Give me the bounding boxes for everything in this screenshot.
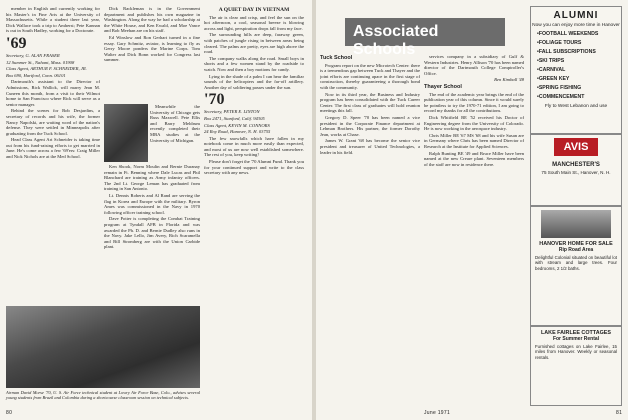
left-column-2-top bbox=[104, 6, 200, 102]
section-heading-tuck: Tuck School bbox=[320, 55, 353, 61]
list-item: • SPRING FISHING bbox=[537, 84, 621, 93]
class-heading-69: '69 bbox=[6, 34, 27, 52]
list-item: • COMMENCEMENT bbox=[537, 93, 621, 102]
col3-paragraph: The surrounding hills are deep, faraway green, with patches of jungle rising in between areas being cleared. The palms are pretty, eyes are high above the road. bbox=[204, 32, 304, 55]
left-column-2-side bbox=[150, 104, 200, 162]
col3-paragraph: The air is clear and crisp, and feel the sun on the hot afternoon, a cool, seasonal breeze is blowing across and light, perspiration drops fall from my face. bbox=[204, 14, 304, 31]
col2-paragraph: Ed Winslow and Ron Gerhart turned in a fine essay. Gary Schmitz, aviator, is learning to fly as Gerry Moore ponders the Marine Corps. Tom Walter and Dick Bonn worked for Congress last summer. bbox=[104, 34, 200, 63]
photo-caption: Airman David Morse '70, U. S. Air Force technical student at Lowry Air Force Base, Colo., advises several young students from Brazil and Colombia during a shortcourse classroom session on technical subjects. bbox=[6, 390, 200, 401]
house-ad-text: Delightful Colonial situated on beautiful lot with stream and large trees. Four bedrooms, 2 1/2 baths. bbox=[535, 255, 617, 271]
class-secretary-address: Box 2471, Stanford, Calif. 94305 bbox=[204, 115, 265, 121]
house-ad-title: HANOVER HOME FOR SALE bbox=[539, 241, 613, 247]
col3-paragraph: Please don't forget the '70 Alumni Fund. Thank you for your continued support and write to the class secretary with any news. bbox=[204, 159, 304, 176]
list-item: • FOLIAGE TOURS bbox=[537, 39, 621, 48]
section-heading-thayer: Thayer School bbox=[424, 83, 462, 90]
col2-paragraph: Meanwhile the University of Chicago gets Russ Maxwell. Pete Ellis and Barry Meldrum recently completed their MBA studies at the University of Michigan. bbox=[150, 104, 200, 143]
list-item: • CARNIVAL bbox=[537, 66, 621, 75]
alumni-ad-list bbox=[537, 30, 621, 102]
col2-paragraph: Lt. Dennis Roberts and Al Rand are serving the flag in Korea and Europe with the military. Byron Ames was commissioned in the Navy in 1970 following officer training school. bbox=[104, 192, 200, 215]
col3-paragraph: The company walks along the road. Small boys in shorts and a few women stand by the roadside to watch. Now and then a boy motions for candy. bbox=[204, 55, 304, 72]
portrait-photo bbox=[104, 104, 148, 162]
col3-paragraph: The few snowfalls which have fallen in my notebook come in much more easily than expected, and most of us are now well established somewhere. The rest of you, keep writing! bbox=[204, 135, 304, 158]
col2-paragraph: Dave Potter is completing the Combat Training program at Tyndall AFB in Florida and was awarded the Ph. D. and Bernie Dudley also runs in the Navy. Jake Lello, Jim Avery, Rich Scaramella and Bill Stromberg are with the Union Carbide plant. bbox=[104, 216, 200, 250]
class-agent: Class Agent, KEVIN M. CONNORS bbox=[204, 122, 270, 128]
alumni-ad-subtitle: Now you can enjoy more time in Hanover bbox=[532, 23, 620, 28]
col2-paragraph: Ken Shook, Norm Moulin and Bernie Duranay remain in Ft. Benning where Dale Lucas and Phil Blanchard are training as Army infantry officers. The 2nd Lt. George Leman has graduated from training in San Antonio. bbox=[104, 164, 200, 192]
article-title: A QUIET DAY IN VIETNAM bbox=[218, 7, 290, 13]
thayer-paragraph: The end of the academic year brings the end of the publication year of this column. Since it would surely be pointless to try the 1970-71 edition, I am going to record my thanks for all the contributions. bbox=[424, 91, 524, 114]
page-number-left: 80 bbox=[6, 410, 13, 416]
left-page bbox=[0, 0, 312, 420]
class-secretary: Secretary, PETER E. LINTON bbox=[204, 109, 260, 115]
lake-ad-text: Furnished cottages on Lake Fairlee, 15 miles from Hanover. Weekly or seasonal rentals. bbox=[535, 344, 617, 360]
associated-schools-banner bbox=[345, 18, 505, 58]
avis-ad-dealer: MANCHESTER'S bbox=[552, 162, 600, 168]
house-ad-subtitle: Rip Road Area bbox=[558, 247, 594, 253]
thayer-paragraph: Ralph Bunting BE '49 and Bruce Miller have been named at the new Creare plant. Seventeen members of the staff are now in residence there. bbox=[424, 150, 524, 167]
avis-logo: AVIS bbox=[554, 138, 598, 156]
list-item: • SKI TRIPS bbox=[537, 57, 621, 66]
class-heading-70: '70 bbox=[204, 91, 225, 109]
col2-intro: Dick Rackleman is in the Government department and publishes his own magazine in Washington. Along the way he had a scholarship at the White House, and Ken Ewald, and Moe Vance and Bob Meehan are on his staff. bbox=[104, 6, 200, 34]
tuck-paragraph: James W. Grant '68 has become the senior vice president and treasurer of United Technologies, a leader in his field. bbox=[320, 138, 420, 155]
list-item: • FOOTBALL WEEKENDS bbox=[537, 30, 621, 39]
house-photo bbox=[541, 210, 611, 238]
alumni-ad bbox=[530, 6, 622, 134]
right-column-2 bbox=[424, 54, 524, 394]
list-item: • GREEN KEY bbox=[537, 75, 621, 84]
list-item: • FALL SUBSCRIPTIONS bbox=[537, 48, 621, 57]
class-secretary-address: 12 Summer St., Nahant, Mass. 01908 bbox=[6, 59, 75, 65]
col3-paragraph: Lying in the shade of a palm I can hear the familiar sounds of the helicopters and the far-off artillery. Another day of soldiering passes under the sun. bbox=[204, 73, 304, 90]
house-sale-ad bbox=[530, 206, 622, 326]
page-number-right: 81 bbox=[616, 410, 623, 416]
column-signature: Ben Kimball '48 bbox=[494, 77, 524, 83]
thayer-paragraph: Dick Whitfield BE '52 received his Doctor of Engineering degree from the University of Colorado. He is now working in the aerospace industry. bbox=[424, 114, 524, 132]
col1-paragraph: Head Class Agent Art Schneider is taking time out from his fund-raising efforts to get married in June. He's come across a few '69'ers: Craig Miller and Nick Nichols are at the Med School. bbox=[6, 137, 100, 160]
class-agent: Class Agent, ARTHUR F. SCHNEIDER, JR. bbox=[6, 66, 87, 72]
thayer-paragraph: Chris Miller BE '67 MS '68 and his wife Susan are in Germany where Chris has been named Director of Research at the Institute for Applied Sciences. bbox=[424, 132, 524, 149]
avis-ad bbox=[530, 134, 622, 206]
class-secretary: Secretary, G. ALAN FRASER bbox=[6, 52, 60, 58]
classroom-photo bbox=[6, 306, 200, 388]
avis-ad-address: 75 South Main St., Hanover, N. H. bbox=[541, 170, 611, 175]
lake-ad-subtitle: For Summer Rental bbox=[552, 336, 600, 342]
tuck-paragraph: Program report on the new Microtech Center: there is a tremendous gap between Tuck and Thayer and the joint efforts are continuing apace in the first stage of construction, thereby guaranteeing a thorough bond with the community. bbox=[320, 62, 420, 90]
alumni-ad-footer: Fly to West Lebanon and use bbox=[544, 104, 608, 109]
left-column-1 bbox=[6, 6, 100, 306]
col1-paragraph: Dartmouth's assistant to the Director of Admissions, Rick Wallick, will marry Jean M. Cuneen this month, from a visit to their Wilmot home to San Francisco where Rick will serve as a senior manager. bbox=[6, 79, 100, 107]
alumni-ad-title: ALUMNI bbox=[553, 10, 599, 21]
banner-title: Associated Schools bbox=[353, 23, 439, 58]
class-agent-address: 24 Roy Road, Hanover, N. H. 03755 bbox=[204, 129, 271, 135]
lake-ad-title: LAKE FAIRLEE COTTAGES bbox=[541, 330, 611, 336]
tuck-paragraph: Now in its third year, the Business and Industry program has been consolidated with the Tuck Career Center. The first class of graduates will hold reunion meetings this fall. bbox=[320, 91, 420, 114]
lake-cottage-ad bbox=[530, 326, 622, 406]
class-agent-address: Box 690, Hartford, Conn. 06101 bbox=[6, 72, 66, 78]
col2-paragraph: services company in a subsidiary of Gulf & Western Industries. Henry Allison '70 has been named director of the Dartmouth College Comptroller's Office. bbox=[424, 54, 524, 76]
issue-date: June 1971 bbox=[424, 410, 451, 416]
tuck-paragraph: Gregory D. Speer '70 has been named a vice president in the Corporate Finance department at Lehman Brothers. His partner, the former Dorothy Jean, works at Chase. bbox=[320, 114, 420, 137]
col1-intro: member in English and currently working for his Master's in Fine Arts at the University of Massachusetts. While a student there last year, Dick Wallace took a trip to Amherst; Pete Kannan is out in South Hadley, working for a Doctorate. bbox=[6, 6, 100, 34]
left-column-3 bbox=[204, 6, 304, 336]
col1-paragraph: Behind the scenes for Bob Desjardins, a secretary of records and his wife, the former Nancy Napolski, are waiting word of the nation's defense. They were settled in Minneapolis after graduating from the Tuck School. bbox=[6, 108, 100, 136]
